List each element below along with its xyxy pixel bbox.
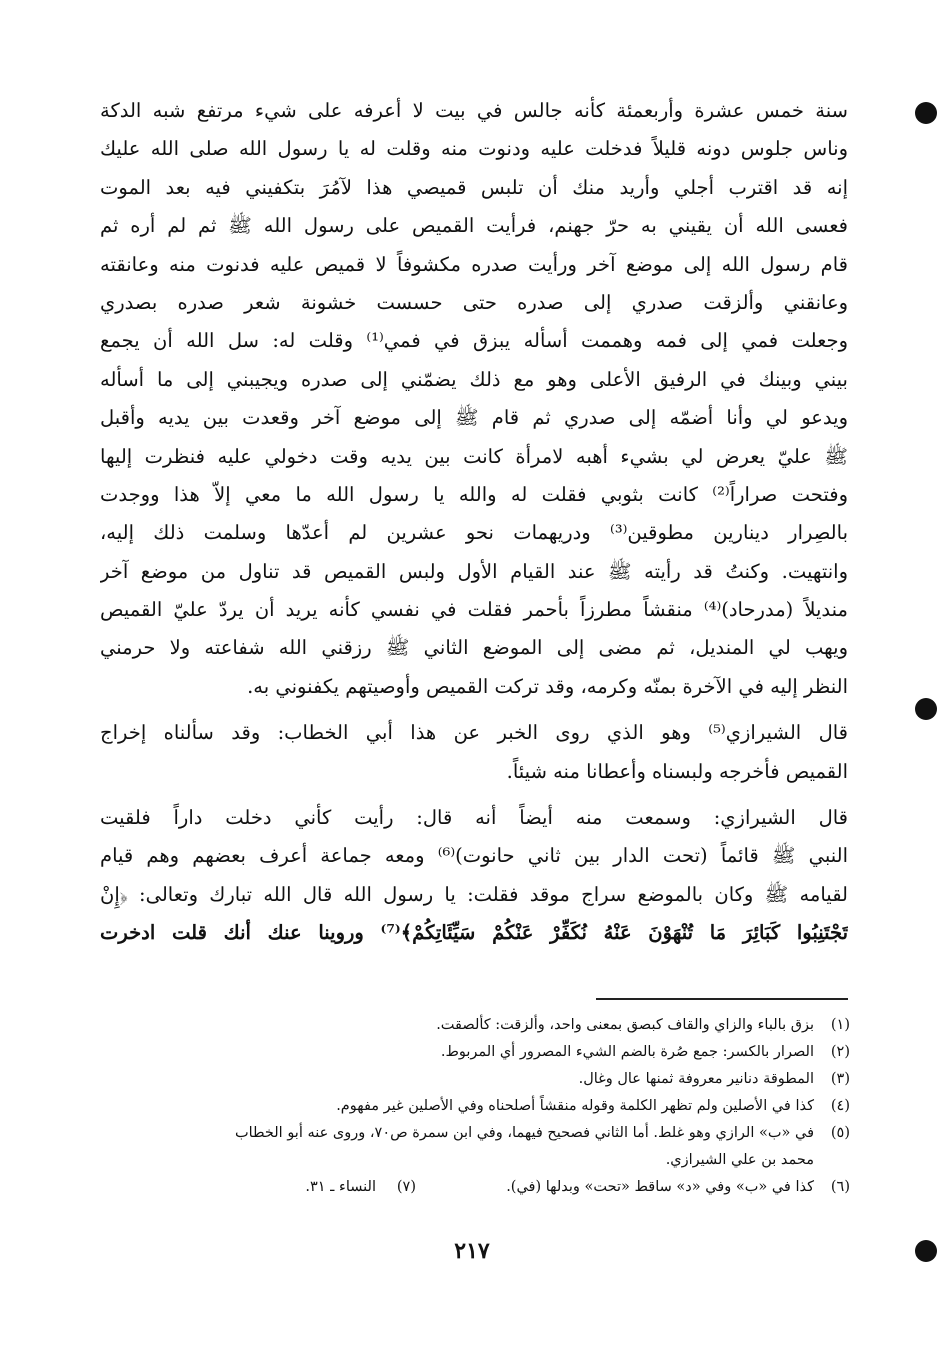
footnote-number: (١) xyxy=(830,1017,850,1033)
text-line: منديلاً (مدرحاد)⁽⁴⁾ منقشاً مطرزاً بأحمر فقلت في نفسي كأنه يريد أن يردّ عليّ القميص xyxy=(100,598,848,622)
footnote-number: (٢) xyxy=(830,1044,850,1060)
text-line: قال الشيرازي: وسمعت منه أيضاً أنه قال: رأيت كأني دخلت داراً فلقيت xyxy=(100,806,848,830)
text-line: وعانقني وألزقت صدري إلى صدره حتى حسست خشونة شعر صدره بصدري xyxy=(100,290,848,314)
footnote-number: (٧) xyxy=(396,1179,416,1195)
footnote-text: كذا في الأصلين ولم تظهر الكلمة وقوله منقشاً أصلحناه وفي الأصلين غير مفهوم. xyxy=(336,1098,814,1114)
text-line: وجعلت فمي إلى فمه وهممت أسأله يبزق في فمي⁽¹⁾ وقلت له: سل الله أن يجمع xyxy=(100,329,848,353)
footnote-number: (٣) xyxy=(830,1071,850,1087)
footnote xyxy=(100,1093,850,1120)
text-line: سنة خمس عشرة وأربعمئة كأنه جالس في بيت لا أعرفه على شيء مرتفع شبه الدكة xyxy=(100,99,848,122)
footnote-text: الصرار بالكسر: جمع صُرة بالضم الشيء المصرور أي المربوط. xyxy=(440,1044,814,1060)
footnote-separator xyxy=(596,998,848,1000)
footnote xyxy=(100,1066,850,1093)
footnote-number: (٤) xyxy=(830,1098,850,1114)
footnote-text: كذا في «ب» وفي «د» ساقط «تحت» وبدلها (في). xyxy=(506,1179,814,1195)
footnote-continuation: محمد بن علي الشيرازي. xyxy=(665,1152,814,1168)
text-line: بالصِرار دينارين مطوقين⁽³⁾ ودريهمات نحو عشرين لم أعدّها وسلمت ذلك إليه، xyxy=(100,521,848,545)
text-line: النظر إليه في الآخرة بمنّه وكرمه، وقد تركت القميص وأوصيتهم يكفنوني به. xyxy=(247,674,848,698)
footnote-number: (٥) xyxy=(830,1125,850,1141)
footnote xyxy=(100,1012,850,1039)
text-line: وفتحت صراراً⁽²⁾ كانت بثوبي فقلت له والله يا رسول الله ما معي إلاّ هذا ووجدت xyxy=(100,482,848,506)
footnote-text: النساء ـ ٣١. xyxy=(305,1179,376,1195)
footnote-number: (٦) xyxy=(830,1179,850,1195)
text-line: ويهب لي المنديل، ثم مضى إلى الموضع الثاني ﷺ رزقني الله شفاعته ولا حرمني xyxy=(100,636,848,660)
footnote-row xyxy=(100,1174,850,1201)
text-line: لقيامه ﷺ وكان بالموضع سراج موقد فقلت: يا رسول الله قال الله تبارك وتعالى: ﴿إِنْ xyxy=(100,882,848,906)
footnote-text: المطوقة دنانير معروفة ثمنها عال وغال. xyxy=(578,1071,814,1087)
text-line: قال الشيرازي⁽⁵⁾ وهو الذي روى الخبر عن هذا أبي الخطاب: وقد سألناه إخراج xyxy=(100,721,848,745)
footnotes xyxy=(100,1012,850,1201)
page-number: ٢١٧ xyxy=(454,1238,490,1264)
text-line: وانتهيت. وكنتُ قد رأيته ﷺ عند القيام الأول ولبس القميص قد تناول من موضع آخر xyxy=(100,559,848,583)
main-text xyxy=(100,92,848,953)
margin-bullet-top xyxy=(915,102,937,124)
text-line: فعسى الله أن يقيني به حرّ جهنم، فرأيت القميص على رسول الله ﷺ ثم لم أره ثم xyxy=(100,214,848,238)
footnote-text: في «ب» الرازي وهو غلط. أما الثاني فصحيح فيهما، وفي ابن سمرة ص٧٠، وروى عنه أبو الخطاب xyxy=(234,1125,814,1141)
text-line: بيني وبينك في الرفيق الأعلى وهو مع ذلك يضمّني إلى صدره ويجيبني إلى ما أسأله xyxy=(100,367,848,391)
text-line: القميص فأخرجه ولبسناه وأعطانا منه شيئاً. xyxy=(506,759,848,783)
footnote xyxy=(100,1120,850,1147)
text-line: تَجْتَنِبُوا كَبَائِرَ مَا تُنْهَوْنَ عَنْهُ نُكَفِّرْ عَنْكُمْ سَيِّئَاتِكُمْ﴾⁽⁷⁾ وروينا عنك أنك قلت ادخرت xyxy=(100,921,848,945)
footnote-text: بزق بالباء والزاي والقاف كبصق بمعنى واحد، وألزقت: كألصقت. xyxy=(436,1017,814,1033)
text-line: وناس جلوس دونه قليلاً فدخلت عليه ودنوت منه وقلت له يا رسول الله صلى الله عليك xyxy=(100,137,848,161)
footnote xyxy=(100,1039,850,1066)
margin-bullet-middle xyxy=(915,698,937,720)
text-line: إنه قد اقترب أجلي وأريد منك أن تلبس قميصي هذا لآمُرَ بتكفيني فيه بعد الموت xyxy=(100,175,848,199)
text-line: قام رسول الله إلى موضع آخر ورأيت صدره مكشوفاً لا قميص عليه فدنوت منه وعانقته xyxy=(100,252,848,276)
text-line: ويدعو لي وأنا أضمّه إلى صدري ثم قام ﷺ إلى موضع آخر وقعدت بين يديه وأقبل xyxy=(100,406,848,430)
text-line: ﷺ عليّ يعرض لي بشيء أهبه لامرأة كانت بين يديه وقت دخولي عليه فنظرت إليها xyxy=(100,444,848,468)
text-line: النبي ﷺ قائماً (تحت الدار بين ثاني حانوت)⁽⁶⁾ ومعه جماعة أعرف بعضهم وهم قيام xyxy=(100,844,848,868)
